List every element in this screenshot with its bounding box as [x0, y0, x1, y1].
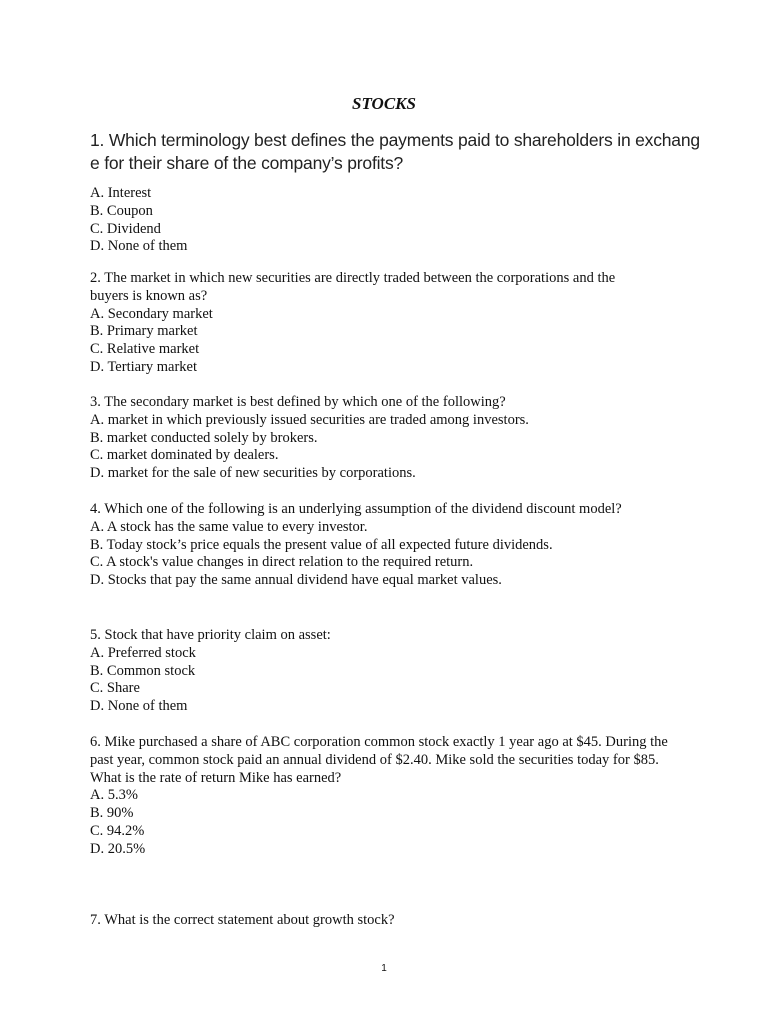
option: C. Dividend	[90, 220, 161, 237]
option: D. Stocks that pay the same annual dividend have equal market values.	[90, 572, 502, 589]
option: A. market in which previously issued securities are traded among investors.	[90, 411, 529, 428]
option: A. Secondary market	[90, 305, 213, 322]
option: C. market dominated by dealers.	[90, 447, 279, 464]
option: D. None of them	[90, 238, 188, 255]
option: C. 94.2%	[90, 822, 145, 839]
option: D. None of them	[90, 698, 188, 715]
question-3-text: 3. The secondary market is best defined by which one of the following?	[90, 394, 506, 410]
option: D. 20.5%	[90, 840, 146, 857]
option: C. Relative market	[90, 341, 200, 358]
option: B. Common stock	[90, 662, 196, 679]
question-1-options	[90, 185, 690, 256]
option: A. Preferred stock	[90, 644, 196, 661]
option: B. Primary market	[90, 323, 198, 340]
option: B. Coupon	[90, 202, 153, 219]
option: A. A stock has the same value to every investor.	[90, 518, 368, 535]
option: D. Tertiary market	[90, 358, 198, 375]
page-number: 1	[381, 963, 387, 974]
question-3	[90, 394, 690, 483]
question-6	[90, 734, 690, 859]
question-5	[90, 627, 690, 716]
question-1-text: 1. Which terminology best defines the payments paid to shareholders in exchange for their share of the company’s profits?	[90, 130, 700, 173]
question-2-text: 2. The market in which new securities are directly traded between the corporations and the buyers is known as?	[90, 270, 616, 304]
page-title: STOCKS	[352, 94, 416, 113]
option: A. Interest	[90, 185, 152, 201]
question-7-text: 7. What is the correct statement about growth stock?	[90, 912, 395, 928]
question-4	[90, 501, 690, 590]
option: A. 5.3%	[90, 787, 138, 804]
question-2	[90, 270, 690, 377]
option: C. Share	[90, 680, 140, 697]
option: B. market conducted solely by brokers.	[90, 429, 318, 446]
option: B. Today stock’s price equals the present value of all expected future dividends.	[90, 536, 553, 553]
question-6-text: 6. Mike purchased a share of ABC corporation common stock exactly 1 year ago at $45. During the past year, common stock paid an annual dividend of $2.40. Mike sold the securities today for $85. What is the rate of return Mike has earned?	[90, 734, 668, 786]
question-5-text: 5. Stock that have priority claim on asset:	[90, 627, 331, 643]
option: D. market for the sale of new securities by corporations.	[90, 465, 416, 482]
question-4-text: 4. Which one of the following is an underlying assumption of the dividend discount model?	[90, 501, 622, 517]
question-7	[90, 912, 690, 930]
option: C. A stock's value changes in direct relation to the required return.	[90, 554, 474, 571]
option: B. 90%	[90, 805, 134, 822]
